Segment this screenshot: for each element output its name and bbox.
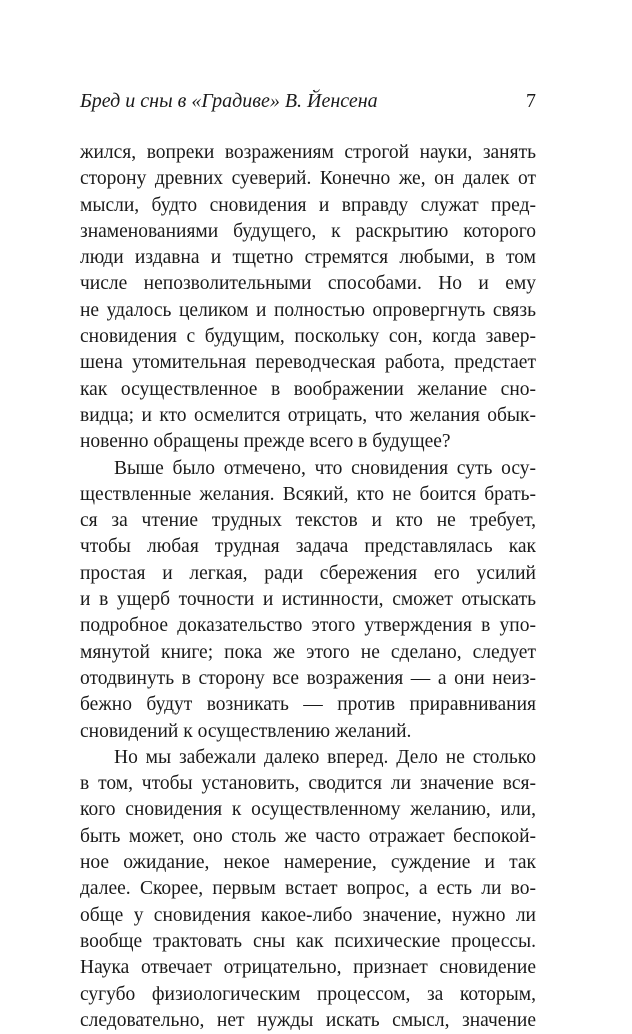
text-line: ся за чтение трудных текстов и кто не требует,: [80, 510, 536, 532]
body-text: [80, 140, 536, 1034]
text-line: мысли, будто сновидения и вправду служат пред-: [80, 194, 536, 216]
text-line: люди издавна и тщетно стремятся любыми, в том: [80, 247, 536, 269]
text-line: ное ожидание, некое намерение, суждение и так: [80, 852, 536, 874]
text-line: бежно будут возникать — против приравнивания: [80, 694, 536, 716]
text-line: отодвинуть в сторону все возражения — а они неиз-: [80, 667, 536, 689]
text-line: Наука отвечает отрицательно, признает сновидение: [80, 957, 536, 979]
running-head: [80, 86, 536, 116]
text-line: знаменованиями будущего, к раскрытию которого: [80, 220, 536, 242]
text-line: в том, чтобы установить, сводится ли значение вся-: [80, 773, 536, 795]
text-line: вообще трактовать сны как психические процессы.: [80, 930, 536, 952]
page-number: 7: [526, 90, 536, 112]
text-line: далее. Скорее, первым встает вопрос, а есть ли во-: [80, 878, 536, 900]
text-line: кого сновидения к осуществленному желанию, или,: [80, 799, 536, 821]
text-line: сновидения с будущим, поскольку сон, когда завер-: [80, 326, 536, 348]
text-line: мянутой книге; пока же этого не сделано, следует: [80, 641, 536, 663]
text-line: следовательно, нет нужды искать смысл, значение: [80, 1009, 536, 1031]
text-line: видца; и кто осмелится отрицать, что желания обык-: [80, 404, 536, 426]
text-line: Но мы забежали далеко вперед. Дело не столько: [114, 746, 536, 768]
text-line: чтобы любая трудная задача представлялась как: [80, 536, 536, 558]
paragraph: [80, 456, 536, 745]
text-line: ществленные желания. Всякий, кто не боится брать-: [80, 483, 536, 505]
text-line: как осуществленное в воображении желание сно-: [80, 378, 536, 400]
text-line: Выше было отмечено, что сновидения суть осу-: [114, 457, 536, 479]
paragraph: [80, 745, 536, 1034]
text-line: новенно обращены прежде всего в будущее?: [80, 431, 451, 453]
text-line: не удалось целиком и полностью опровергнуть связь: [80, 299, 536, 321]
text-line: числе непозволительными способами. Но и ему: [80, 273, 536, 295]
text-line: подробное доказательство этого утверждения в упо-: [80, 615, 536, 637]
text-line: сновидений к осуществлению желаний.: [80, 720, 412, 742]
text-line: жился, вопреки возражениям строгой науки, занять: [80, 142, 536, 163]
text-line: быть может, оно столь же часто отражает беспокой-: [80, 825, 536, 847]
running-head-title: Бред и сны в «Градиве» В. Йенсена: [80, 90, 378, 112]
paragraph: [80, 140, 536, 456]
text-line: и в ущерб точности и истинности, сможет отыскать: [80, 589, 536, 611]
text-line: простая и легкая, ради сбережения его усилий: [80, 562, 536, 584]
text-line: сугубо физиологическим процессом, за которым,: [80, 983, 536, 1005]
text-line: сторону древних суеверий. Конечно же, он далек от: [80, 168, 536, 190]
text-line: шена утомительная переводческая работа, предстает: [80, 352, 536, 374]
text-line: обще у сновидения какое-либо значение, нужно ли: [80, 904, 536, 926]
